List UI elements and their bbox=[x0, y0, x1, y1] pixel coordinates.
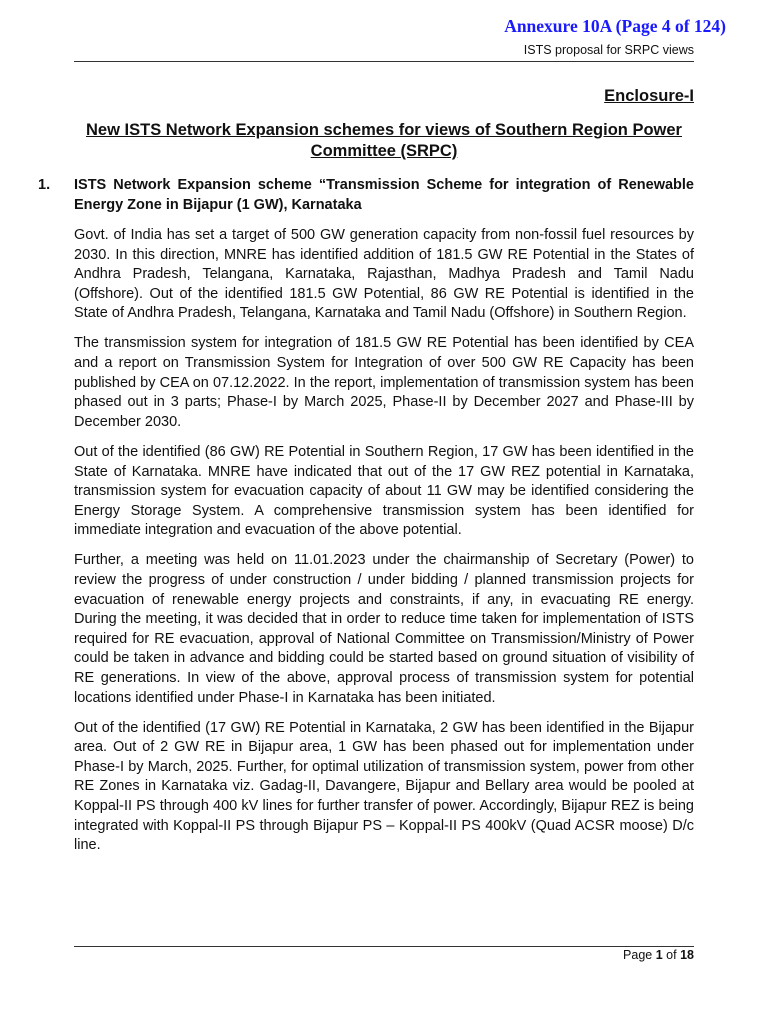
of-label: of bbox=[666, 948, 677, 962]
document-subtitle: ISTS proposal for SRPC views bbox=[523, 43, 694, 57]
paragraph: The transmission system for integration of 181.5 GW RE Potential has been identified by CEA and a report on Transmission System for Integration of over 500 GW RE Capacity has been published by CEA on 07.12.2022. In the report, implementation of transmission system has been phased out in 3 parts; Phase-I by March 2025, Phase-II by December 2027 and Phase-III by December 2030. bbox=[74, 335, 694, 430]
page-total: 18 bbox=[680, 948, 694, 962]
footer-divider bbox=[74, 946, 694, 947]
section-number: 1. bbox=[38, 177, 51, 193]
page-number: 1 bbox=[655, 948, 663, 962]
page-label: Page bbox=[623, 948, 653, 962]
section-heading-text: ISTS Network Expansion scheme “Transmission Scheme for integration of Renewable Energy Zone in Bijapur (1 GW), Karnataka bbox=[74, 177, 694, 213]
enclosure-label: Enclosure-I bbox=[604, 87, 694, 105]
paragraph: Out of the identified (86 GW) RE Potential in Southern Region, 17 GW has been identified in the State of Karnataka. MNRE have indicated that out of the 17 GW REZ potential in Karnataka, transmission system for evacuation capacity of about 11 GW may be identified considering the Energy Storage System. A comprehensive transmission system has been identified for immediate integration and evacuation of the above potential. bbox=[74, 443, 694, 539]
document-body bbox=[74, 226, 694, 866]
page-title: New ISTS Network Expansion schemes for views of Southern Region Power Committee (SRPC) bbox=[86, 121, 682, 160]
section-heading bbox=[38, 175, 694, 215]
annexure-label: Annexure 10A (Page 4 of 124) bbox=[504, 16, 726, 36]
paragraph: Out of the identified (17 GW) RE Potential in Karnataka, 2 GW has been identified in the Bijapur area. Out of 2 GW RE in Bijapur area, 1 GW has been phased out for implementation under Phase-I by March, 2025. Further, for optimal utilization of transmission system, power from other RE Zones in Karnataka viz. Gadag-II, Davangere, Bijapur and Bellary area would be pooled at Koppal-II PS through 400 kV lines for further transfer of power. Accordingly, Bijapur REZ is being integrated with Koppal-II PS through Bijapur PS – Koppal-II PS 400kV (Quad ACSR moose) D/c line. bbox=[74, 719, 694, 854]
paragraph: Further, a meeting was held on 11.01.2023 under the chairmanship of Secretary (Power) to review the progress of under construction / under bidding / planned transmission projects for evacuation of renewable energy projects and constraints, if any, in evacuating RE energy. During the meeting, it was decided that in order to reduce time taken for implementation of ISTS required for RE evacuation, approval of National Committee on Transmission/Ministry of Power could be taken in advance and bidding could be started based on ground situation of visibility of RE generations. In view of the above, approval process of transmission system for potential locations identified under Phase-I in Karnataka has been initiated. bbox=[74, 552, 694, 706]
header-divider bbox=[74, 61, 694, 62]
page-footer bbox=[623, 948, 694, 962]
paragraph: Govt. of India has set a target of 500 GW generation capacity from non-fossil fuel resources by 2030. In this direction, MNRE has identified addition of 181.5 GW RE Potential in the States of Andhra Pradesh, Telangana, Karnataka, Rajasthan, Madhya Pradesh and Tamil Nadu (Offshore). Out of the identified 181.5 GW Potential, 86 GW RE Potential is identified in the State of Andhra Pradesh, Telangana, Karnataka and Tamil Nadu (Offshore) in Southern Region. bbox=[74, 227, 694, 322]
